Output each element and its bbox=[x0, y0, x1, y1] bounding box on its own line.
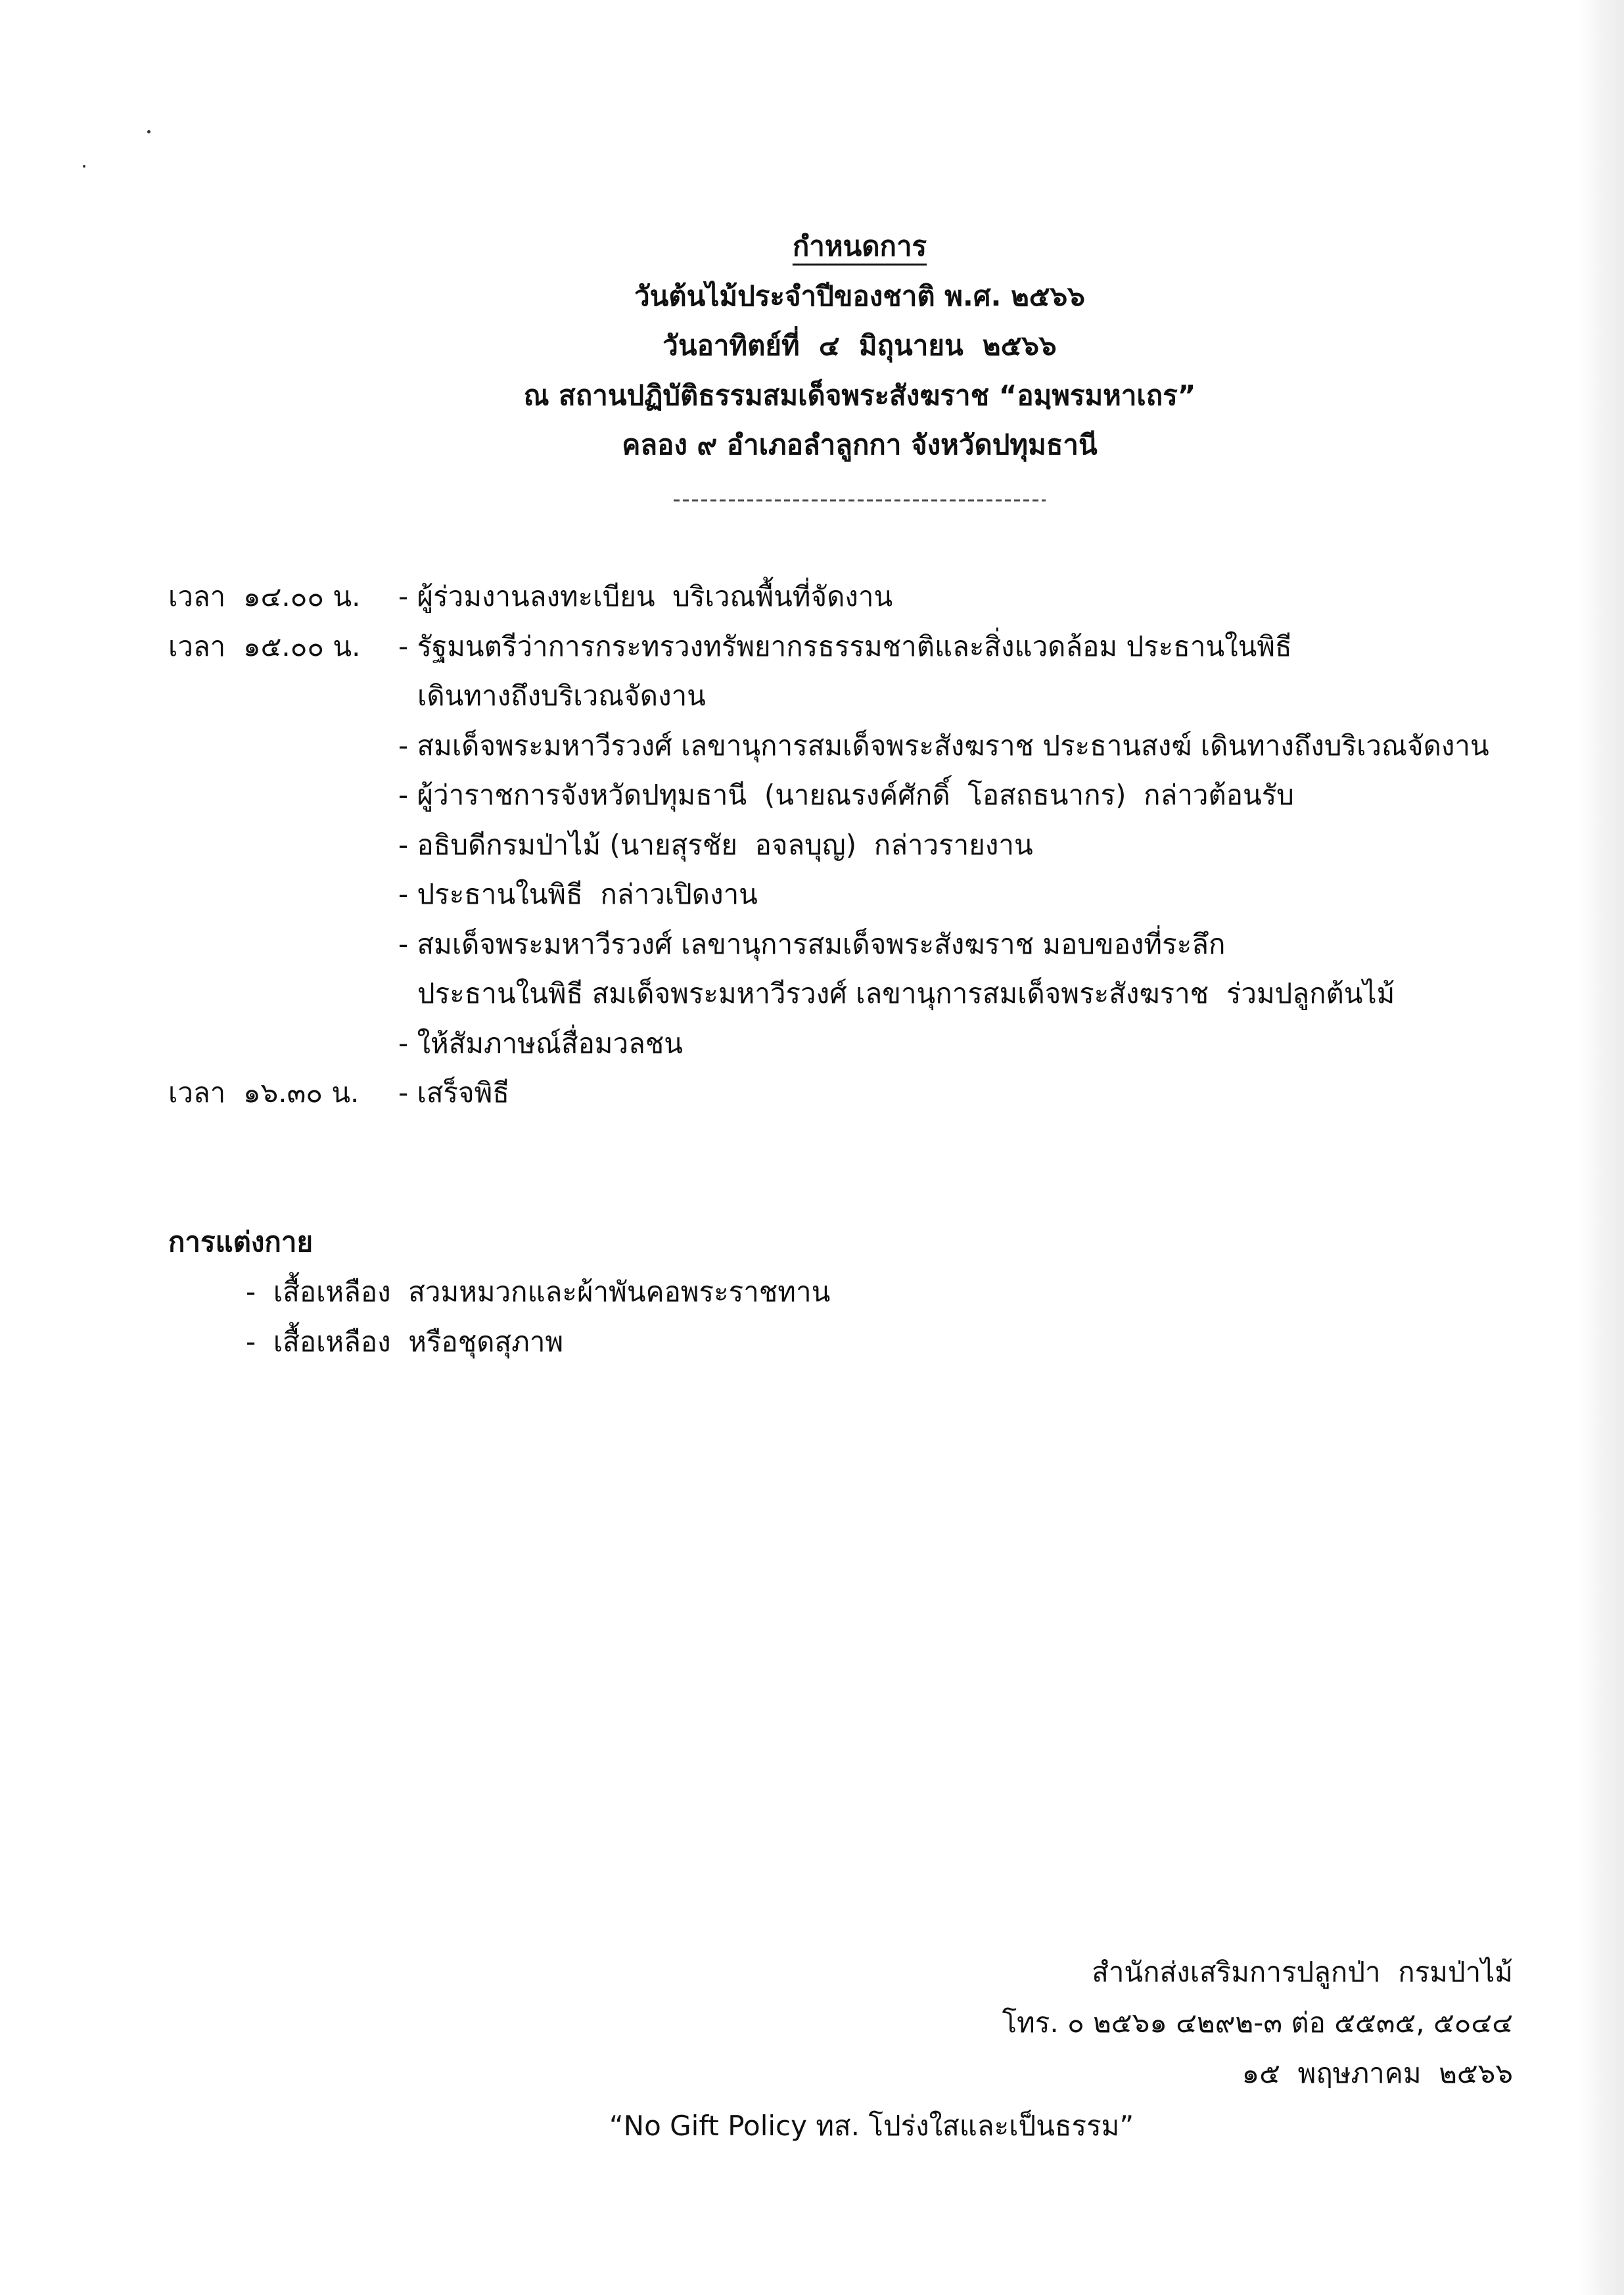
schedule-item bbox=[398, 572, 1575, 622]
item-line: - สมเด็จพระมหาวีรวงศ์ เลขานุการสมเด็จพระสังฆราช ประธานสงฆ์ เดินทางถึงบริเวณจัดงาน bbox=[398, 729, 1489, 762]
schedule-slot bbox=[168, 1068, 1575, 1118]
item-line: - ผู้ร่วมงานลงทะเบียน บริเวณพื้นที่จัดงาน bbox=[398, 580, 893, 613]
item-line: - ประธานในพิธี กล่าวเปิดงาน bbox=[398, 878, 758, 910]
item-line: - อธิบดีกรมป่าไม้ (นายสุรชัย อจลบุญ) กล่าวรายงาน bbox=[398, 828, 1033, 861]
dress-code-heading: การแต่งกาย bbox=[168, 1226, 313, 1258]
item-line-continuation: ประธานในพิธี สมเด็จพระมหาวีรวงศ์ เลขานุการสมเด็จพระสังฆราช ร่วมปลูกต้นไม้ bbox=[417, 977, 1395, 1009]
scan-speck bbox=[83, 165, 85, 168]
event-name: วันต้นไม้ประจำปีของชาติ พ.ศ. ๒๕๖๖ bbox=[634, 279, 1085, 312]
schedule-item bbox=[398, 869, 1575, 919]
slot-time: เวลา ๑๖.๓๐ น. bbox=[168, 1077, 360, 1109]
item-line: - สมเด็จพระมหาวีรวงศ์ เลขานุการสมเด็จพระสังฆราช มอบของที่ระลึก bbox=[398, 927, 1226, 960]
dress-code-item: - เสื้อเหลือง หรือชุดสุภาพ bbox=[246, 1326, 564, 1358]
event-location: คลอง ๙ อำเภอลำลูกกา จังหวัดปทุมธานี bbox=[622, 429, 1098, 461]
scan-speck bbox=[147, 130, 151, 133]
issuer-block bbox=[527, 1947, 1513, 2098]
schedule-item bbox=[398, 919, 1575, 1019]
item-line: - รัฐมนตรีว่าการกระทรวงทรัพยากรธรรมชาติและสิ่งแวดล้อม ประธานในพิธี bbox=[398, 630, 1292, 662]
schedule-slot bbox=[168, 622, 1575, 1069]
slot-items bbox=[398, 572, 1575, 622]
schedule-item bbox=[398, 770, 1575, 820]
item-line: - เสร็จพิธี bbox=[398, 1077, 509, 1109]
document-title: กำหนดการ bbox=[792, 230, 927, 262]
schedule bbox=[168, 572, 1575, 1118]
item-line: - ผู้ว่าราชการจังหวัดปทุมธานี (นายณรงค์ศักดิ์ โอสถธนากร) กล่าวต้อนรับ bbox=[398, 779, 1294, 811]
schedule-item bbox=[398, 820, 1575, 870]
slot-time: เวลา ๑๕.๐๐ น. bbox=[168, 630, 361, 662]
slot-items bbox=[398, 1068, 1575, 1118]
schedule-slot bbox=[168, 572, 1575, 622]
schedule-item bbox=[398, 1019, 1575, 1069]
dress-code-section bbox=[168, 1217, 1483, 1367]
slot-items bbox=[398, 622, 1575, 1069]
schedule-item bbox=[398, 622, 1575, 721]
slot-time: เวลา ๑๔.๐๐ น. bbox=[168, 580, 361, 613]
contact-phone: โทร. ๐ ๒๕๖๑ ๔๒๙๒-๓ ต่อ ๕๕๓๕, ๕๐๔๔ bbox=[1002, 2006, 1513, 2039]
scan-edge-shadow bbox=[1578, 0, 1624, 2295]
dashed-separator bbox=[674, 499, 1046, 501]
event-venue: ณ สถานปฏิบัติธรรมสมเด็จพระสังฆราช “อมฺพรมหาเถร” bbox=[523, 379, 1196, 411]
issuing-office: สำนักส่งเสริมการปลูกป่า กรมป่าไม้ bbox=[1092, 1956, 1513, 1988]
schedule-item bbox=[398, 1068, 1575, 1118]
event-date: วันอาทิตย์ที่ ๔ มิถุนายน ๒๕๖๖ bbox=[662, 329, 1057, 361]
item-line-continuation: เดินทางถึงบริเวณจัดงาน bbox=[417, 680, 706, 712]
no-gift-policy-slogan: “No Gift Policy ทส. โปร่งใสและเป็นธรรม” bbox=[609, 2110, 1134, 2142]
document-header bbox=[202, 221, 1517, 470]
issue-date: ๑๕ พฤษภาคม ๒๕๖๖ bbox=[1241, 2057, 1513, 2089]
item-line: - ให้สัมภาษณ์สื่อมวลชน bbox=[398, 1027, 684, 1059]
schedule-item bbox=[398, 721, 1575, 771]
dress-code-item: - เสื้อเหลือง สวมหมวกและผ้าพันคอพระราชทาน bbox=[246, 1276, 831, 1308]
